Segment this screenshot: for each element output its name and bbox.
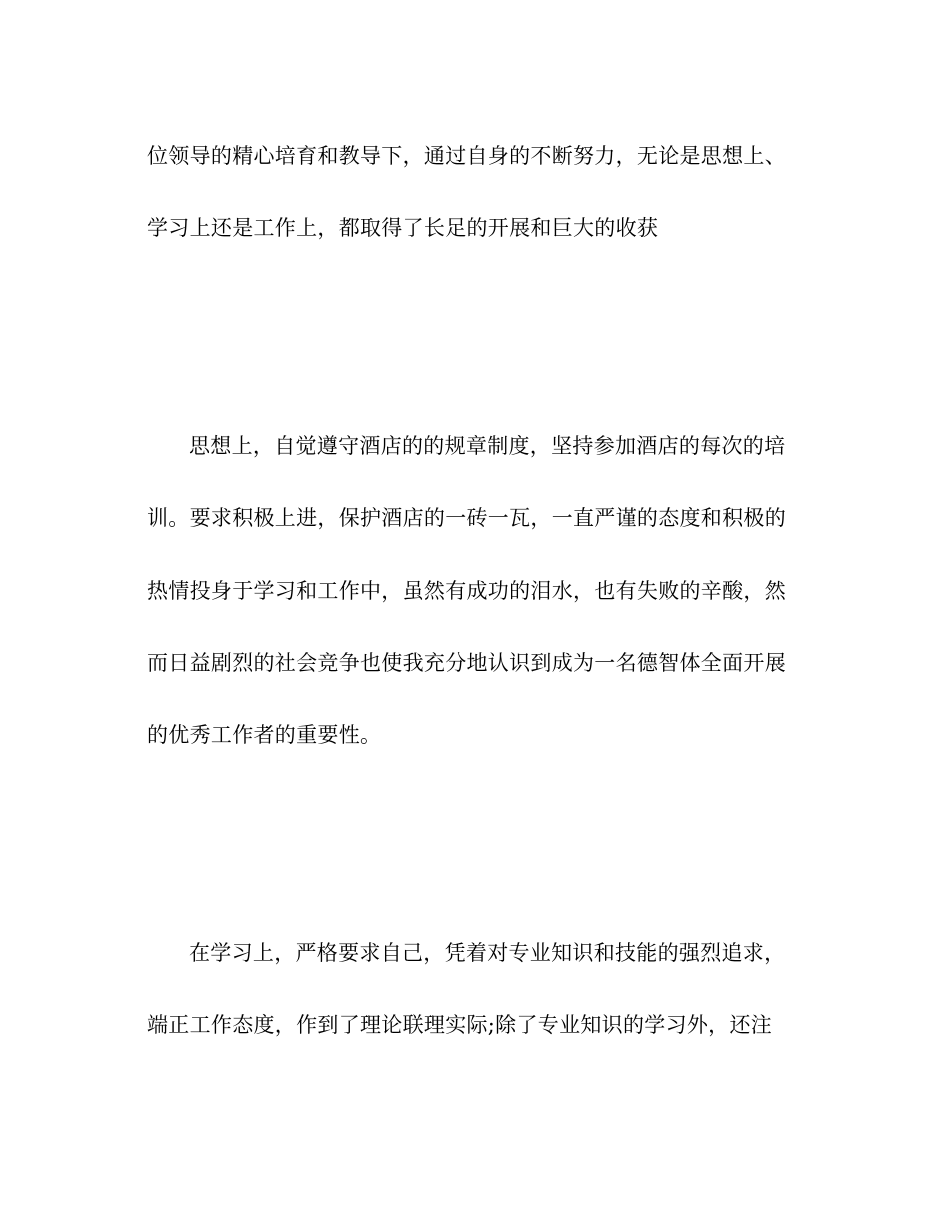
paragraph-line: 思想上，自觉遵守酒店的的规章制度，坚持参加酒店的每次的培 bbox=[189, 434, 786, 458]
paragraph-line: 训。要求积极上进，保护酒店的一砖一瓦，一直严谨的态度和积极的 bbox=[147, 506, 786, 530]
paragraph-line: 端正工作态度，作到了理论联理实际;除了专业知识的学习外，还注 bbox=[147, 1013, 773, 1037]
paragraph-line: 在学习上，严格要求自己，凭着对专业知识和技能的强烈追求， bbox=[189, 941, 786, 965]
paragraph-line: 而日益剧烈的社会竞争也使我充分地认识到成为一名德智体全面开展 bbox=[147, 651, 786, 675]
paragraph-line: 的优秀工作者的重要性。 bbox=[147, 723, 382, 747]
paragraph-line: 学习上还是工作上，都取得了长足的开展和巨大的收获 bbox=[147, 216, 659, 240]
paragraph-line: 热情投身于学习和工作中，虽然有成功的泪水，也有失败的辛酸，然 bbox=[147, 579, 786, 603]
paragraph-line: 位领导的精心培育和教导下，通过自身的不断努力，无论是思想上、 bbox=[147, 144, 786, 168]
